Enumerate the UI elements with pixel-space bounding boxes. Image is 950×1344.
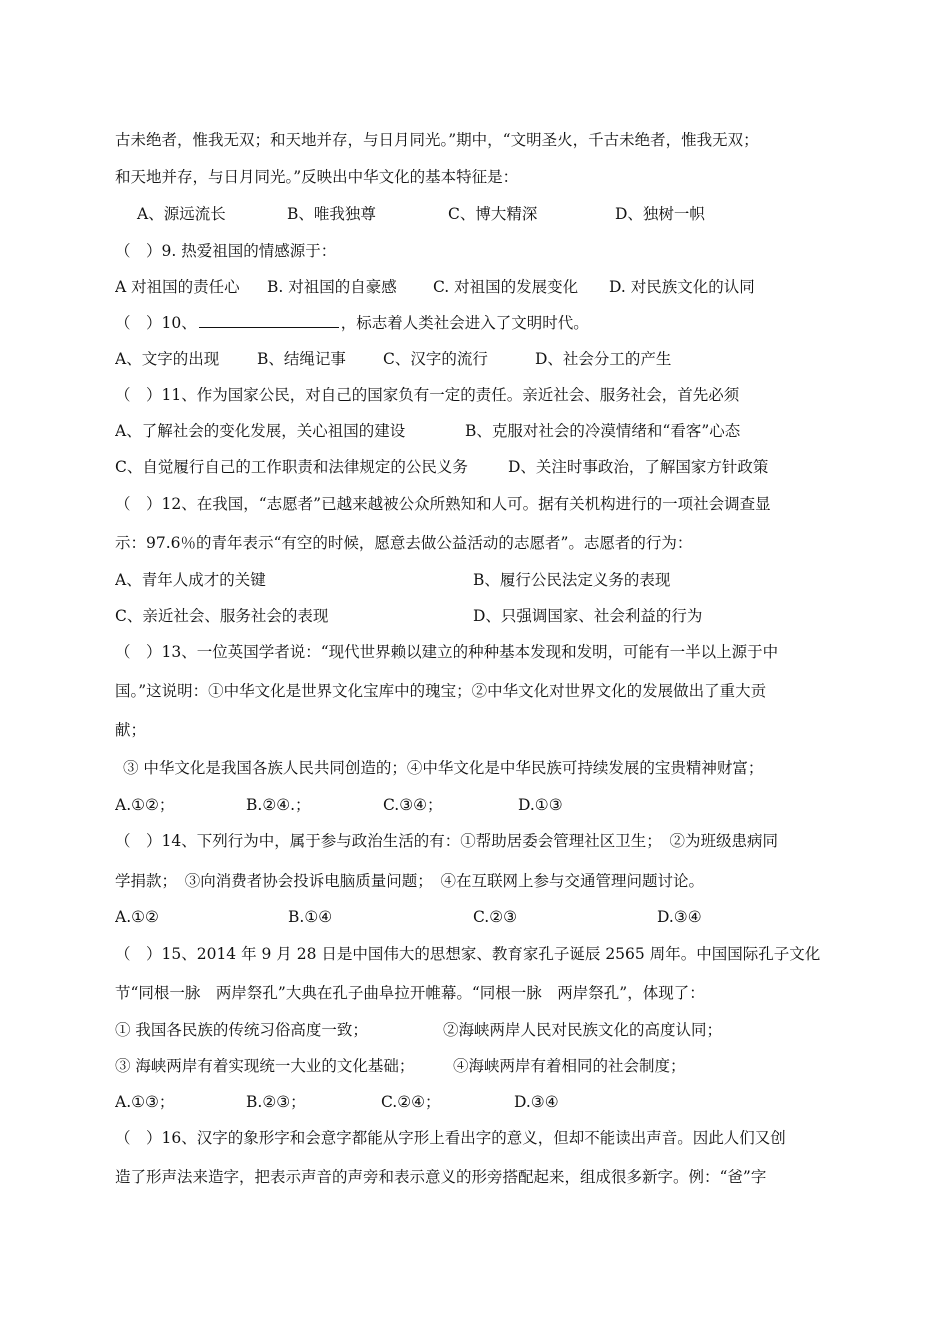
- q10-stem: [115, 311, 840, 335]
- q15-statement-4: ④海峡两岸有着相同的社会制度；: [453, 1057, 686, 1075]
- q15-statement-1: ① 我国各民族的传统习俗高度一致；: [115, 1021, 368, 1039]
- q11-option-c: C、自觉履行自己的工作职责和法律规定的公民义务: [115, 458, 468, 476]
- q13-stem-line-4: ③ 中华文化是我国各族人民共同创造的；④中华文化是中华民族可持续发展的宝贵精神财富；: [123, 759, 764, 777]
- q15-statements-row1: [115, 1018, 840, 1042]
- q14-option-a: A.①②: [115, 908, 159, 926]
- q16-stem-line-1: （ ）16、汉字的象形字和会意字都能从字形上看出字的意义，但却不能读出声音。因此人们又创: [115, 1129, 786, 1147]
- q12-stem-line-2: 示：97.6％的青年表示“有空的时候，愿意去做公益活动的志愿者”。志愿者的行为：: [115, 534, 693, 552]
- q10-options: [115, 347, 840, 371]
- q8-option-c: C、博大精深: [448, 205, 538, 223]
- q12-option-a: A、青年人成才的关键: [115, 571, 266, 589]
- q13-option-a: A.①②；: [115, 796, 175, 814]
- q8-option-d: D、独树一帜: [615, 205, 705, 223]
- q14-stem-line-2: 学捐款； ③向消费者协会投诉电脑质量问题； ④在互联网上参与交通管理问题讨论。: [115, 872, 705, 890]
- q10-prefix: （ ）10、: [115, 314, 197, 332]
- q14-option-b: B.①④: [288, 908, 333, 926]
- q12-option-d: D、只强调国家、社会利益的行为: [473, 607, 703, 625]
- q9-option-d: D. 对民族文化的认同: [609, 278, 755, 296]
- q13-options: [115, 793, 840, 817]
- q10-option-d: D、社会分工的产生: [535, 350, 672, 368]
- q14-stem-line-1: （ ）14、下列行为中，属于参与政治生活的有：①帮助居委会管理社区卫生； ②为班级患病同: [115, 832, 778, 850]
- q13-stem-line-2: 国。”这说明：①中华文化是世界文化宝库中的瑰宝；②中华文化对世界文化的发展做出了重大贡: [115, 682, 767, 700]
- q12-options-row1: [115, 568, 840, 592]
- q13-option-b: B.②④.；: [246, 796, 311, 814]
- q11-stem: （ ）11、作为国家公民，对自己的国家负有一定的责任。亲近社会、服务社会，首先必须: [115, 386, 740, 404]
- q9-option-a: A 对祖国的责任心: [115, 278, 240, 296]
- q11-option-a: A、了解社会的变化发展，关心祖国的建设: [115, 422, 406, 440]
- q12-option-b: B、履行公民法定义务的表现: [473, 571, 671, 589]
- q11-option-b: B、克服对社会的冷漠情绪和“看客”心态: [465, 422, 741, 440]
- q15-option-b: B.②③；: [246, 1093, 306, 1111]
- q15-option-c: C.②④；: [381, 1093, 441, 1111]
- passage-line-1: 古未绝者，惟我无双；和天地并存，与日月同光。”期中，“文明圣火，千古未绝者，惟我无双；: [115, 131, 759, 149]
- q8-options: [115, 202, 840, 226]
- q11-options-row1: [115, 419, 840, 443]
- q12-stem-line-1: （ ）12、在我国，“志愿者”已越来越被公众所熟知和人可。据有关机构进行的一项社会调查显: [115, 495, 771, 513]
- q13-option-d: D.①③: [518, 796, 563, 814]
- passage-line-2: 和天地并存，与日月同光。”反映出中华文化的基本特征是：: [115, 168, 519, 186]
- q14-option-c: C.②③: [473, 908, 518, 926]
- q8-option-b: B、唯我独尊: [287, 205, 376, 223]
- q10-suffix: ，标志着人类社会进入了文明时代。: [340, 314, 589, 332]
- q11-options-row2: [115, 455, 840, 479]
- q12-option-c: C、亲近社会、服务社会的表现: [115, 607, 329, 625]
- q15-statements-row2: [115, 1054, 840, 1078]
- q13-option-c: C.③④；: [383, 796, 443, 814]
- q13-stem-line-3: 献；: [115, 721, 147, 739]
- q10-option-b: B、结绳记事: [257, 350, 346, 368]
- q8-option-a: A、源远流长: [137, 205, 226, 223]
- q9-stem: （ ）9. 热爱祖国的情感源于：: [115, 242, 337, 260]
- q11-option-d: D、关注时事政治，了解国家方针政策: [508, 458, 769, 476]
- q10-answer-blank: [199, 311, 339, 328]
- q15-statement-3: ③ 海峡两岸有着实现统一大业的文化基础；: [115, 1057, 415, 1075]
- q12-options-row2: [115, 604, 840, 628]
- q14-options: [115, 905, 840, 929]
- q9-option-c: C. 对祖国的发展变化: [433, 278, 579, 296]
- q10-option-a: A、文字的出现: [115, 350, 220, 368]
- q15-options: [115, 1090, 840, 1114]
- q15-stem-line-1: （ ）15、2014 年 9 月 28 日是中国伟大的思想家、教育家孔子诞辰 2565 周年。中国国际孔子文化: [115, 945, 821, 963]
- q16-stem-line-2: 造了形声法来造字，把表示声音的声旁和表示意义的形旁搭配起来，组成很多新字。例：“爸”字: [115, 1168, 767, 1186]
- q13-stem-line-1: （ ）13、一位英国学者说：“现代世界赖以建立的种种基本发现和发明，可能有一半以上源于中: [115, 643, 779, 661]
- q9-option-b: B. 对祖国的自豪感: [267, 278, 397, 296]
- q15-option-d: D.③④: [514, 1093, 559, 1111]
- q15-statement-2: ②海峡两岸人民对民族文化的高度认同；: [443, 1021, 723, 1039]
- q9-options: [115, 275, 840, 299]
- q14-option-d: D.③④: [657, 908, 702, 926]
- q15-option-a: A.①③；: [115, 1093, 175, 1111]
- q15-stem-line-2: 节“同根一脉 两岸祭孔”大典在孔子曲阜拉开帷幕。“同根一脉 两岸祭孔”，体现了：: [115, 984, 705, 1002]
- q10-option-c: C、汉字的流行: [383, 350, 488, 368]
